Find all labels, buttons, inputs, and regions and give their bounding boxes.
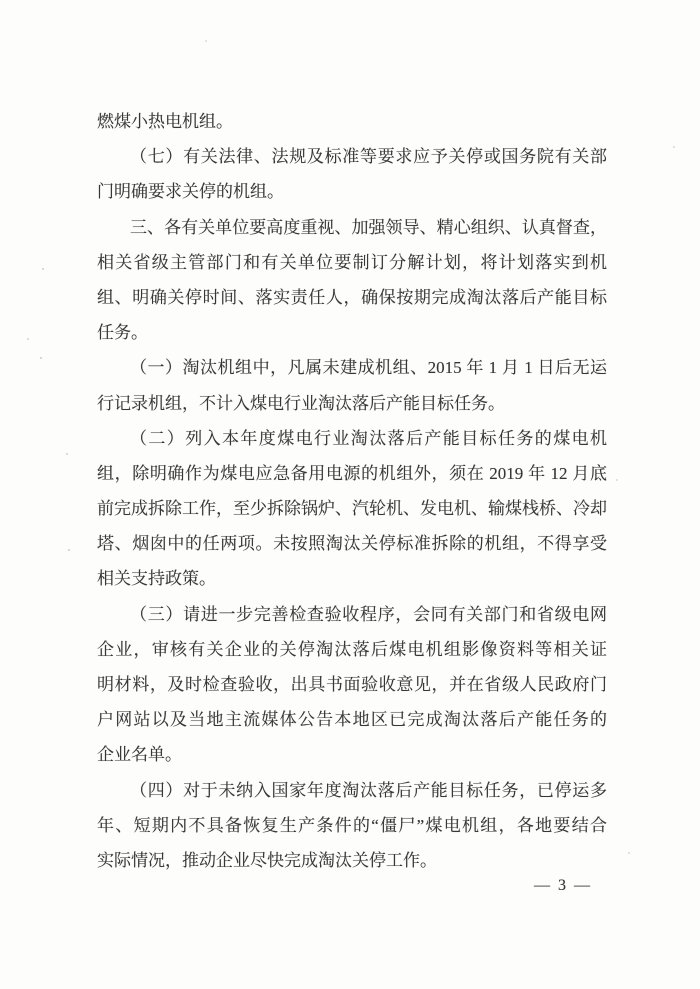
text-line: 户网站以及当地主流媒体公告本地区已完成淘汰落后产能任务的	[97, 710, 607, 730]
text-line: 实际情况，推动企业尽快完成淘汰关停工作。	[97, 850, 437, 870]
text-line: 企业，审核有关企业的关停淘汰落后煤电机组影像资料等相关证	[97, 639, 607, 659]
page-number: — 3 —	[534, 877, 592, 894]
text-line: 行记录机组，不计入煤电行业淘汰落后产能目标任务。	[97, 393, 505, 413]
text-line: 企业名单。	[97, 745, 182, 765]
text-line: 相关省级主管部门和有关单位要制订分解计划，将计划落实到机	[97, 252, 607, 272]
scan-speckles	[0, 0, 2, 2]
text-line: （三）请进一步完善检查验收程序，会同有关部门和省级电网	[130, 604, 607, 624]
document-body	[97, 104, 607, 878]
text-line: 三、各有关单位要高度重视、加强领导、精心组织、认真督查，	[130, 217, 607, 237]
text-line: 前完成拆除工作，至少拆除锅炉、汽轮机、发电机、输煤栈桥、冷却	[97, 499, 607, 519]
text-line: 明材料，及时检查验收，出具书面验收意见，并在省级人民政府门	[97, 675, 607, 694]
text-line: （七）有关法律、法规及标准等要求应予关停或国务院有关部	[130, 147, 607, 167]
text-line: 组、明确关停时间、落实责任人，确保按期完成淘汰落后产能目标	[97, 287, 607, 307]
text-line: 任务。	[97, 323, 148, 343]
text-line: 塔、烟囱中的任两项。未按照淘汰关停标准拆除的机组，不得享受	[97, 534, 607, 554]
text-line: 组，除明确作为煤电应急备用电源的机组外，须在 2019 年 12 月底	[97, 463, 607, 483]
text-line: 相关支持政策。	[97, 569, 216, 589]
text-line: 门明确要求关停的机组。	[97, 182, 284, 202]
text-line: （四）对于未纳入国家年度淘汰落后产能目标任务，已停运多	[130, 780, 607, 800]
text-line: （二）列入本年度煤电行业淘汰落后产能目标任务的煤电机	[130, 428, 607, 448]
text-line: （一）淘汰机组中，凡属未建成机组、2015 年 1 月 1 日后无运	[130, 358, 607, 378]
text-line: 年、短期内不具备恢复生产条件的“僵尸”煤电机组，各地要结合	[97, 815, 607, 835]
text-line: 燃煤小热电机组。	[97, 112, 233, 131]
